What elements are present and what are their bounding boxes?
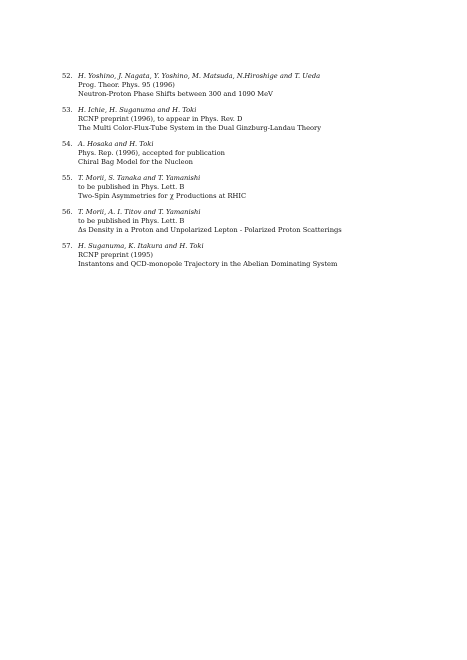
- reference-item: [62, 242, 462, 269]
- reference-item: [62, 174, 462, 201]
- reference-journal: Phys. Rep. (1996), accepted for publication: [78, 149, 225, 157]
- reference-number: 52.: [62, 72, 73, 80]
- reference-number: 53.: [62, 106, 73, 114]
- reference-authors: T. Morii, A. I. Titov and T. Yamanishi: [78, 208, 201, 216]
- reference-journal: RCNP preprint (1996), to appear in Phys. Rev. D: [78, 115, 243, 123]
- reference-number: 54.: [62, 140, 73, 148]
- reference-item: [62, 208, 462, 235]
- reference-authors: H. Ichie, H. Suganuma and H. Toki: [78, 106, 197, 114]
- reference-journal: to be published in Phys. Lett. B: [78, 183, 185, 191]
- reference-title: Δs Density in a Proton and Unpolarized Lepton - Polarized Proton Scatterings: [78, 226, 342, 234]
- reference-title: Instantons and QCD-monopole Trajectory in the Abelian Dominating System: [78, 260, 338, 268]
- reference-authors: H. Yoshino, J. Nagata, Y. Yoshino, M. Matsuda, N.Hiroshige and T. Ueda: [78, 72, 321, 80]
- reference-title: Two-Spin Asymmetries for χ Productions at RHIC: [78, 192, 247, 200]
- reference-journal: to be published in Phys. Lett. B: [78, 217, 185, 225]
- reference-journal: RCNP preprint (1995): [78, 251, 154, 259]
- reference-number: 55.: [62, 174, 73, 182]
- reference-authors: T. Morii, S. Tanaka and T. Yamanishi: [78, 174, 201, 182]
- reference-authors: A. Hosaka and H. Toki: [78, 140, 154, 148]
- reference-item: [62, 72, 462, 99]
- reference-list: [62, 72, 462, 276]
- reference-number: 56.: [62, 208, 73, 216]
- reference-title: Neutron-Proton Phase Shifts between 300 and 1090 MeV: [78, 90, 273, 98]
- reference-title: Chiral Bag Model for the Nucleon: [78, 158, 193, 166]
- reference-item: [62, 106, 462, 133]
- reference-journal: Prog. Theor. Phys. 95 (1996): [78, 81, 175, 89]
- reference-authors: H. Suganuma, K. Itakura and H. Toki: [78, 242, 204, 250]
- reference-number: 57.: [62, 242, 73, 250]
- reference-item: [62, 140, 462, 167]
- reference-title: The Multi Color-Flux-Tube System in the Dual Ginzburg-Landau Theory: [78, 124, 322, 132]
